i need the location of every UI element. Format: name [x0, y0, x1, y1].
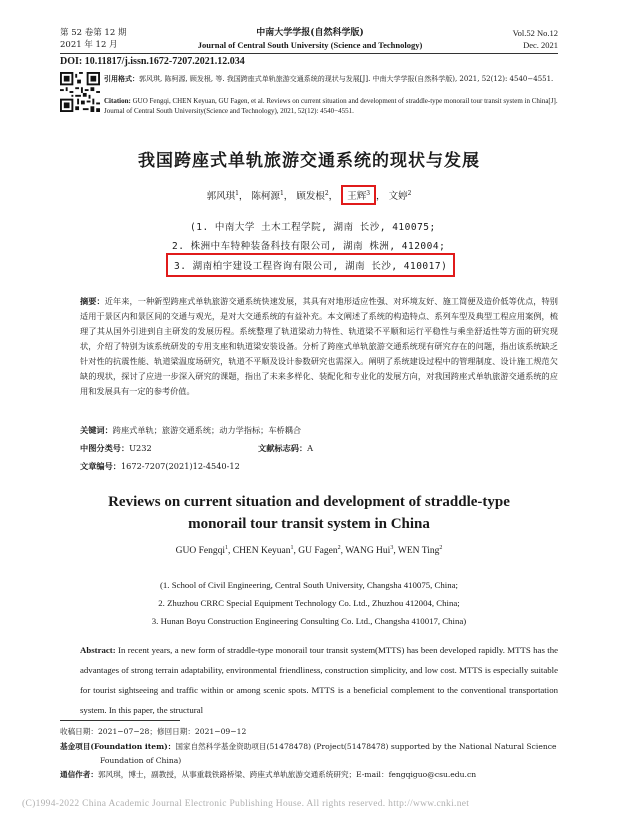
author-en: GUO Fengqi$^1$ — [175, 545, 228, 557]
authors-en: GUO Fengqi$^1$, CHEN Keyuan$^1$, GU Fagen$^2$, WANG Hui$^3$, WEN Ting$^2$ — [175, 545, 443, 557]
qr-code-icon — [60, 72, 100, 112]
affiliation-en-1: (1. School of Civil Engineering, Central South University, Changsha 410075, China; — [159, 580, 458, 590]
footnote-received: 收稿日期：2021−07−28；修回日期：2021−09−12 — [60, 727, 247, 736]
header-rule — [60, 53, 558, 54]
header-vol-issue-en: Vol.52 No.12 — [512, 28, 558, 38]
header-vol-issue-cn: 第 52 卷第 12 期 — [60, 28, 127, 38]
author-en: GU Fagen$^2$ — [298, 545, 341, 557]
keywords-cn-text: 跨座式单轨；旅游交通系统；动力学指标；车桥耦合 — [112, 425, 302, 435]
affiliation-cn-1: (1. 中南大学 土木工程学院, 湖南 长沙, 410075; — [190, 222, 436, 233]
keywords-cn — [80, 425, 301, 436]
title-en-line-2: monorail tour transit system in China — [188, 516, 430, 532]
abstract-en-text: In recent years, a new form of straddle-type monorail tour transit system(MTTS) has been developed rapidly. MTTS has the advantages of strong terrain adaptability, environmental friendliness, construction simplicity, and low cost. MTTS is especially suitable for tourist sightseeing and traffic within or among scenic spots. MTTS is a beneficial complement to the conventional transportation system. In this paper, the structural — [80, 645, 558, 715]
keywords-cn-label: 关键词： — [80, 425, 113, 435]
abstract-cn — [80, 294, 558, 399]
affiliation-cn-3-highlighted: 3. 湖南柏宇建设工程咨询有限公司, 湖南 长沙, 410017) — [166, 253, 455, 277]
citation-cn — [104, 74, 558, 85]
abstract-cn-label: 摘要： — [80, 296, 105, 306]
doi-line: DOI: 10.11817/j.issn.1672-7207.2021.12.034 — [60, 56, 245, 67]
author-en: CHEN Keyuan$^1$ — [232, 545, 294, 557]
author-cn: 陈柯源$^1$ — [251, 189, 284, 202]
author-cn: 郭风琪$^1$ — [206, 189, 239, 202]
author-cn-highlighted: 王辉$^3$ — [341, 185, 376, 205]
abstract-cn-text: 近年来，一种新型跨座式单轨旅游交通系统快速发展，其具有对地形适应性强、对环境友好、施工简便及造价低等优点，特别适用于景区内和景区间的交通与观光，是对大交通系统的有益补充。本文阐述了系统的构造特点、系列车型及典型工程应用案例，梳理了其从国外引进到自主研发的发展历程。系统整理了轨道梁动力特性、轨道梁不平顺和运行平稳性与乘坐舒适性等方面的研究现状，介绍了特别为该系统研发的专用支座和轨道梁安装设备。分析了跨座式单轨旅游交通系统现有研究存在的问题，指出该系统缺乏针对性的抗震性能、轨道梁温度场研究，轨道不平顺及设计参数研究也需深入。阐明了系统建设过程中的管理制度、设计施工规范欠缺的现状，探讨了应进一步深入研究的课题，指出了未来多样化、装配化和专业化的发展方向，对我国跨座式单轨旅游交通系统的应用和发展具有一定的参考价值。 — [80, 296, 558, 396]
author-cn: 文婷$^2$ — [388, 189, 412, 202]
author-en: WANG Hui$^3$ — [345, 545, 394, 557]
footnote-foundation: 基金项目(Foundation item)：国家自然科学基金资助项目(51478478) (Project(51478478) supported by the National Natural Science — [60, 742, 557, 751]
citation-cn-label: 引用格式： — [104, 74, 139, 83]
author-en: WEN Ting$^2$ — [397, 545, 443, 557]
author-cn: 顾发根$^2$ — [296, 189, 329, 202]
title-cn: 我国跨座式单轨旅游交通系统的现状与发展 — [138, 151, 480, 171]
citation-en-text: GUO Fengqi, CHEN Keyuan, GU Fagen, et al. Reviews on current situation and development of straddle-type monorail tour transit system in China[J]. Journal of Central South University(Science and Technology), 2021, 52(12): 4540−4551. — [104, 97, 558, 115]
affiliation-en-3: 3. Hunan Boyu Construction Engineering Consulting Co. Ltd., Changsha 410017, China) — [151, 616, 467, 626]
title-en-line-1: Reviews on current situation and development of straddle-type — [108, 494, 510, 510]
header-date-en: Dec. 2021 — [523, 40, 558, 50]
citation-en — [104, 97, 558, 116]
header-journal-cn: 中南大学学报(自然科学版) — [256, 28, 364, 38]
article-number: 文章编号：1672-7207(2021)12-4540-12 — [80, 461, 240, 471]
document-code: 文献标志码：A — [258, 443, 314, 453]
abstract-en — [80, 640, 558, 720]
footnote-foundation-cont: Foundation of China) — [100, 756, 182, 765]
footnote-contact: 通信作者：郭风琪，博士，副教授，从事重载铁路桥梁、跨座式单轨旅游交通系统研究；E-mail：fengqiguo@csu.edu.cn — [60, 770, 477, 779]
header-date-cn: 2021 年 12 月 — [60, 40, 118, 50]
citation-en-label: Citation: — [104, 97, 131, 105]
authors-cn: 郭风琪$^1$， 陈柯源$^1$， 顾发根$^2$， 王辉$^3$ ， 文婷$^2$ — [60, 185, 558, 205]
header-journal-en: Journal of Central South University (Science and Technology) — [197, 40, 423, 50]
clc-number: 中图分类号：U232 — [80, 443, 152, 453]
abstract-en-label: Abstract: — [80, 645, 116, 655]
footnote-rule — [60, 720, 180, 721]
copyright-watermark: (C)1994-2022 China Academic Journal Electronic Publishing House. All rights reserved. http://www.cnki.net — [22, 799, 470, 809]
affiliation-cn-2: 2. 株洲中车特种装备科技有限公司, 湖南 株洲, 412004; — [172, 241, 446, 252]
affiliation-en-2: 2. Zhuzhou CRRC Special Equipment Technology Co. Ltd., Zhuzhou 412004, China; — [158, 598, 460, 608]
citation-cn-text: 郭风琪, 陈柯源, 顾发根, 等. 我国跨座式单轨旅游交通系统的现状与发展[J]. 中南大学学报(自然科学版), 2021, 52(12): 4540−4551. — [139, 75, 554, 83]
